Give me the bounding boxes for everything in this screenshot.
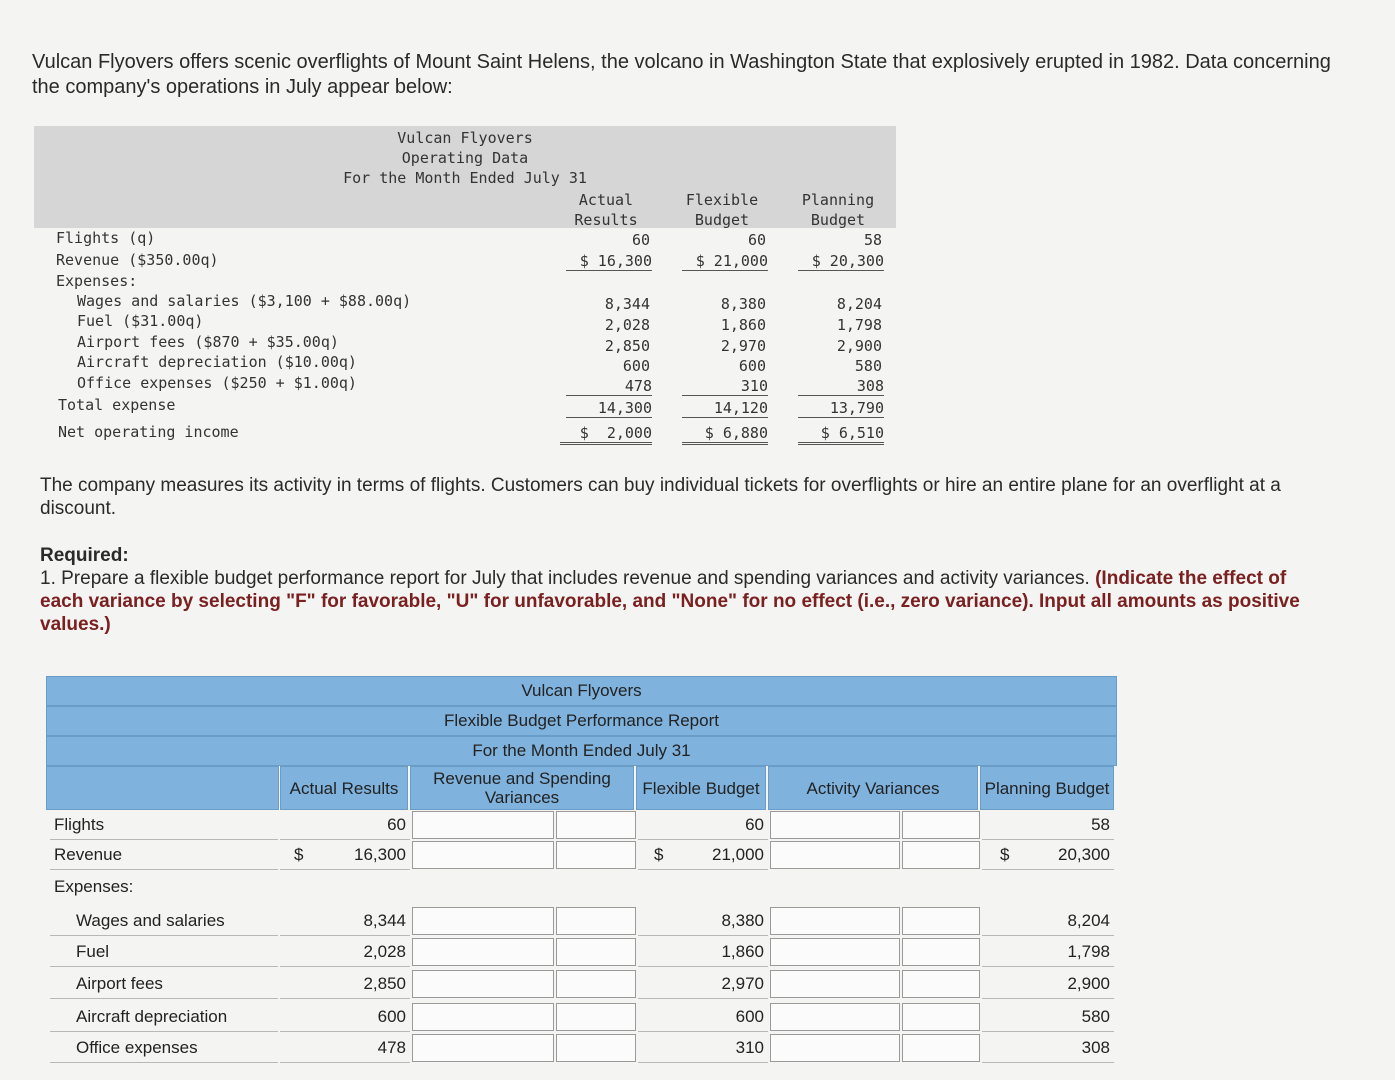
actual-flights: 60 bbox=[280, 810, 410, 840]
row-label-depreciation: Aircraft depreciation bbox=[50, 1002, 278, 1032]
act-var-fuel-effect-select[interactable] bbox=[902, 938, 980, 966]
row-label-airport: Airport fees bbox=[50, 969, 278, 999]
report-subtitle: Flexible Budget Performance Report bbox=[46, 706, 1117, 736]
op-flex-office: 310 bbox=[682, 377, 768, 396]
op-label-office: Office expenses ($250 + $1.00q) bbox=[77, 374, 357, 392]
op-label-noi: Net operating income bbox=[58, 423, 239, 441]
plan-depreciation: 580 bbox=[982, 1002, 1114, 1032]
op-label-fuel: Fuel ($31.00q) bbox=[77, 312, 204, 330]
op-plan-depreciation: 580 bbox=[854, 357, 882, 375]
act-var-flights-input[interactable] bbox=[770, 811, 900, 839]
rev-var-airport-input[interactable] bbox=[412, 970, 554, 998]
op-plan-wages: 8,204 bbox=[836, 295, 882, 313]
act-var-office-effect-select[interactable] bbox=[902, 1034, 980, 1062]
rev-var-flights-effect-select[interactable] bbox=[556, 811, 636, 839]
required-text: 1. Prepare a flexible budget performance report for July that includes revenue and spending variances and activity variances. bbox=[40, 568, 1096, 589]
act-var-flights-effect-select[interactable] bbox=[902, 811, 980, 839]
plan-office: 308 bbox=[982, 1033, 1114, 1063]
op-flex-revenue: $ 21,000 bbox=[682, 252, 768, 271]
header-activity-variances: Activity Variances bbox=[768, 766, 978, 810]
rev-var-revenue-input[interactable] bbox=[412, 841, 554, 869]
act-var-airport-effect-select[interactable] bbox=[902, 970, 980, 998]
op-flex-wages: 8,380 bbox=[720, 295, 766, 313]
op-label-wages: Wages and salaries ($3,100 + $88.00q) bbox=[77, 292, 412, 310]
flex-wages: 8,380 bbox=[638, 906, 768, 936]
rev-var-revenue-effect-select[interactable] bbox=[556, 841, 636, 869]
op-label-airport: Airport fees ($870 + $35.00q) bbox=[77, 333, 339, 351]
op-flex-noi: $ 6,880 bbox=[682, 424, 768, 445]
op-label-flights: Flights (q) bbox=[56, 229, 156, 247]
row-label-wages: Wages and salaries bbox=[50, 906, 278, 936]
op-flex-depreciation: 600 bbox=[738, 357, 766, 375]
row-label-office: Office expenses bbox=[50, 1033, 278, 1063]
act-var-wages-input[interactable] bbox=[770, 907, 900, 935]
rev-var-fuel-input[interactable] bbox=[412, 938, 554, 966]
plan-revenue-dollar: $ bbox=[1000, 845, 1010, 864]
op-flex-flights: 60 bbox=[747, 231, 766, 249]
actual-airport: 2,850 bbox=[280, 969, 410, 999]
op-actual-depreciation: 600 bbox=[622, 357, 650, 375]
op-plan-office: 308 bbox=[798, 377, 884, 396]
operating-data-title: Vulcan Flyovers Operating Data For the Month Ended July 31 bbox=[343, 129, 587, 187]
op-label-depreciation: Aircraft depreciation ($10.00q) bbox=[77, 353, 357, 371]
op-label-total: Total expense bbox=[58, 396, 176, 414]
flex-office: 310 bbox=[638, 1033, 768, 1063]
op-plan-airport: 2,900 bbox=[836, 337, 882, 355]
op-plan-fuel: 1,798 bbox=[836, 316, 882, 334]
op-actual-office: 478 bbox=[566, 377, 652, 396]
activity-paragraph: The company measures its activity in terms of flights. Customers can buy individual tickets for overflights or hire an entire plane for an overflight at a discount. bbox=[40, 475, 1281, 519]
actual-revenue-dollar: $ bbox=[294, 845, 304, 864]
plan-flights: 58 bbox=[982, 810, 1114, 840]
row-label-revenue: Revenue bbox=[50, 840, 278, 870]
actual-fuel: 2,028 bbox=[280, 937, 410, 967]
required-label: Required: bbox=[40, 545, 129, 566]
flex-flights: 60 bbox=[638, 810, 768, 840]
op-flex-airport: 2,970 bbox=[720, 337, 766, 355]
op-actual-revenue: $ 16,300 bbox=[566, 252, 652, 271]
header-actual-results: Actual Results bbox=[280, 766, 408, 810]
op-actual-wages: 8,344 bbox=[604, 295, 650, 313]
intro-text: Vulcan Flyovers offers scenic overflights of Mount Saint Helens, the volcano in Washington State that explosively erupted in 1982. Data concerning the company's operations in July appear below: bbox=[32, 51, 1331, 98]
op-plan-revenue: $ 20,300 bbox=[798, 252, 884, 271]
row-label-expenses: Expenses: bbox=[54, 877, 134, 896]
actual-wages: 8,344 bbox=[280, 906, 410, 936]
col-head-planning: Planning Budget bbox=[801, 191, 875, 229]
plan-revenue: 20,300 bbox=[982, 840, 1114, 870]
flex-airport: 2,970 bbox=[638, 969, 768, 999]
rev-var-flights-input[interactable] bbox=[412, 811, 554, 839]
act-var-office-input[interactable] bbox=[770, 1034, 900, 1062]
flexible-budget-report bbox=[46, 674, 1117, 1080]
flex-depreciation: 600 bbox=[638, 1002, 768, 1032]
rev-var-wages-effect-select[interactable] bbox=[556, 907, 636, 935]
actual-revenue: 16,300 bbox=[280, 840, 410, 870]
rev-var-airport-effect-select[interactable] bbox=[556, 970, 636, 998]
act-var-depreciation-input[interactable] bbox=[770, 1003, 900, 1031]
required-instructions: (Indicate the effect of each variance by selecting "F" for favorable, "U" for unfavorable, and "None" for no effect (i.e., zero variance). Input all amounts as positive values.) bbox=[40, 568, 1300, 635]
col-head-flexible: Flexible Budget bbox=[685, 191, 759, 229]
op-label-expenses: Expenses: bbox=[56, 272, 138, 290]
header-planning-budget: Planning Budget bbox=[980, 766, 1114, 810]
op-actual-noi: $ 2,000 bbox=[560, 424, 652, 445]
op-actual-flights: 60 bbox=[631, 231, 650, 249]
rev-var-depreciation-effect-select[interactable] bbox=[556, 1003, 636, 1031]
report-title: Vulcan Flyovers bbox=[46, 676, 1117, 706]
op-flex-fuel: 1,860 bbox=[720, 316, 766, 334]
op-actual-airport: 2,850 bbox=[604, 337, 650, 355]
op-actual-total: 14,300 bbox=[566, 399, 652, 418]
rev-var-wages-input[interactable] bbox=[412, 907, 554, 935]
rev-var-office-effect-select[interactable] bbox=[556, 1034, 636, 1062]
required-section bbox=[40, 544, 1320, 636]
rev-var-office-input[interactable] bbox=[412, 1034, 554, 1062]
header-flexible-budget: Flexible Budget bbox=[636, 766, 766, 810]
flex-revenue: 21,000 bbox=[638, 840, 768, 870]
header-blank bbox=[46, 766, 279, 810]
flex-fuel: 1,860 bbox=[638, 937, 768, 967]
rev-var-depreciation-input[interactable] bbox=[412, 1003, 554, 1031]
plan-fuel: 1,798 bbox=[982, 937, 1114, 967]
act-var-wages-effect-select[interactable] bbox=[902, 907, 980, 935]
op-plan-flights: 58 bbox=[863, 231, 882, 249]
op-plan-total: 13,790 bbox=[798, 399, 884, 418]
report-period: For the Month Ended July 31 bbox=[46, 736, 1117, 766]
act-var-airport-input[interactable] bbox=[770, 970, 900, 998]
rev-var-fuel-effect-select[interactable] bbox=[556, 938, 636, 966]
act-var-revenue-effect-select[interactable] bbox=[902, 841, 980, 869]
actual-office: 478 bbox=[280, 1033, 410, 1063]
col-head-actual: Actual Results bbox=[574, 191, 638, 229]
plan-wages: 8,204 bbox=[982, 906, 1114, 936]
op-actual-fuel: 2,028 bbox=[604, 316, 650, 334]
act-var-depreciation-effect-select[interactable] bbox=[902, 1003, 980, 1031]
act-var-fuel-input[interactable] bbox=[770, 938, 900, 966]
op-flex-total: 14,120 bbox=[682, 399, 768, 418]
op-label-revenue: Revenue ($350.00q) bbox=[56, 251, 219, 269]
actual-depreciation: 600 bbox=[280, 1002, 410, 1032]
row-label-fuel: Fuel bbox=[50, 937, 278, 967]
row-label-flights: Flights bbox=[50, 810, 278, 840]
flex-revenue-dollar: $ bbox=[654, 845, 664, 864]
act-var-revenue-input[interactable] bbox=[770, 841, 900, 869]
plan-airport: 2,900 bbox=[982, 969, 1114, 999]
header-revenue-spending-variances: Revenue and Spending Variances bbox=[410, 766, 634, 810]
op-plan-noi: $ 6,510 bbox=[798, 424, 884, 445]
